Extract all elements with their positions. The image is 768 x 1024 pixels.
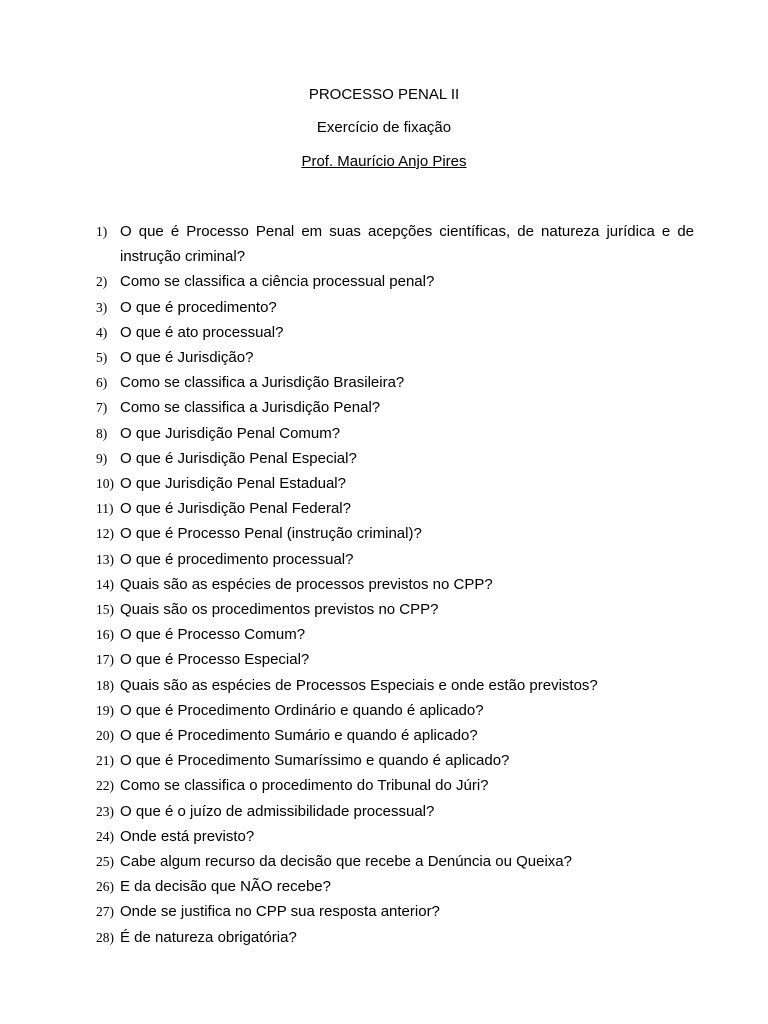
list-item	[0, 395, 768, 420]
question-number: 9)	[96, 450, 108, 466]
question-number: 11)	[96, 501, 114, 517]
question-number: 25)	[96, 854, 114, 870]
question-text: Como se classifica o procedimento do Tribunal do Júri?	[120, 777, 489, 795]
question-text: O que é Jurisdição?	[120, 349, 254, 367]
question-number: 24)	[96, 828, 114, 844]
question-text: O que é Procedimento Sumaríssimo e quando é aplicado?	[120, 752, 510, 770]
list-item	[0, 597, 768, 622]
list-item	[0, 219, 768, 269]
list-item	[0, 773, 768, 798]
question-number: 13)	[96, 551, 114, 567]
list-item	[0, 673, 768, 698]
list-item	[0, 320, 768, 345]
question-number: 8)	[96, 425, 108, 441]
list-item	[0, 471, 768, 496]
question-text: O que é Jurisdição Penal Federal?	[120, 500, 351, 518]
question-text: O que é Processo Comum?	[120, 626, 306, 644]
question-number: 15)	[96, 602, 114, 618]
question-number: 23)	[96, 803, 114, 819]
list-item	[0, 647, 768, 672]
question-number: 27)	[96, 904, 114, 920]
question-number: 26)	[96, 879, 114, 895]
question-text: O que é ato processual?	[120, 323, 284, 341]
question-number: 21)	[96, 753, 114, 769]
list-item	[0, 269, 768, 294]
list-item	[0, 698, 768, 723]
question-text: Onde se justifica no CPP sua resposta anterior?	[120, 903, 440, 921]
question-number: 3)	[96, 299, 108, 315]
question-number: 18)	[96, 677, 114, 693]
question-text: Onde está previsto?	[120, 827, 255, 845]
list-item	[0, 547, 768, 572]
list-item	[0, 572, 768, 597]
question-text: O que Jurisdição Penal Estadual?	[120, 475, 346, 493]
question-text: Como se classifica a Jurisdição Penal?	[120, 399, 381, 417]
list-item	[0, 622, 768, 647]
question-number: 1)	[96, 224, 108, 239]
question-list	[0, 219, 768, 950]
question-number: 17)	[96, 652, 114, 668]
question-text: E da decisão que NÃO recebe?	[120, 878, 331, 896]
question-number: 10)	[96, 476, 114, 492]
list-item	[0, 496, 768, 521]
list-item	[0, 748, 768, 773]
list-item	[0, 345, 768, 370]
question-text: O que é procedimento?	[120, 298, 277, 316]
list-item	[0, 849, 768, 874]
question-text: O que é Processo Especial?	[120, 651, 310, 669]
list-item	[0, 824, 768, 849]
question-text: O que é Jurisdição Penal Especial?	[120, 449, 357, 467]
question-number: 14)	[96, 576, 114, 592]
question-text: O que é Procedimento Sumário e quando é aplicado?	[120, 727, 478, 745]
question-number: 16)	[96, 627, 114, 643]
question-text: O que Jurisdição Penal Comum?	[120, 424, 341, 442]
question-number: 22)	[96, 778, 114, 794]
list-item	[0, 925, 768, 950]
list-item	[0, 899, 768, 924]
list-item	[0, 799, 768, 824]
question-number: 20)	[96, 728, 114, 744]
question-text: É de natureza obrigatória?	[120, 928, 297, 946]
list-item	[0, 521, 768, 546]
professor-name: Prof. Maurício Anjo Pires	[301, 153, 467, 170]
document-title: PROCESSO PENAL II	[308, 86, 460, 103]
question-text: O que é Processo Penal em suas acepções científicas, de natureza jurídica e de instrução criminal?	[120, 223, 694, 266]
question-text: Cabe algum recurso da decisão que recebe a Denúncia ou Queixa?	[120, 853, 572, 871]
question-number: 19)	[96, 702, 114, 718]
list-item	[0, 370, 768, 395]
list-item	[0, 874, 768, 899]
question-number: 2)	[96, 274, 108, 290]
list-item	[0, 295, 768, 320]
question-number: 4)	[96, 324, 108, 340]
question-text: Quais são as espécies de Processos Especiais e onde estão previstos?	[120, 676, 598, 694]
question-text: O que é procedimento processual?	[120, 550, 354, 568]
document-subtitle: Exercício de fixação	[316, 119, 452, 136]
list-item	[0, 723, 768, 748]
question-text: O que é Procedimento Ordinário e quando é aplicado?	[120, 701, 484, 719]
question-number: 28)	[96, 929, 114, 945]
question-text: Quais são as espécies de processos previstos no CPP?	[120, 575, 493, 593]
question-number: 5)	[96, 350, 108, 366]
question-text: Como se classifica a Jurisdição Brasileira?	[120, 374, 405, 392]
question-text: Como se classifica a ciência processual penal?	[120, 273, 435, 291]
list-item	[0, 421, 768, 446]
question-text: O que é Processo Penal (instrução criminal)?	[120, 525, 422, 543]
question-number: 7)	[96, 400, 108, 416]
question-text: Quais são os procedimentos previstos no CPP?	[120, 601, 439, 619]
question-text: O que é o juízo de admissibilidade processual?	[120, 802, 435, 820]
question-number: 6)	[96, 375, 108, 391]
question-number: 12)	[96, 526, 114, 542]
list-item	[0, 446, 768, 471]
